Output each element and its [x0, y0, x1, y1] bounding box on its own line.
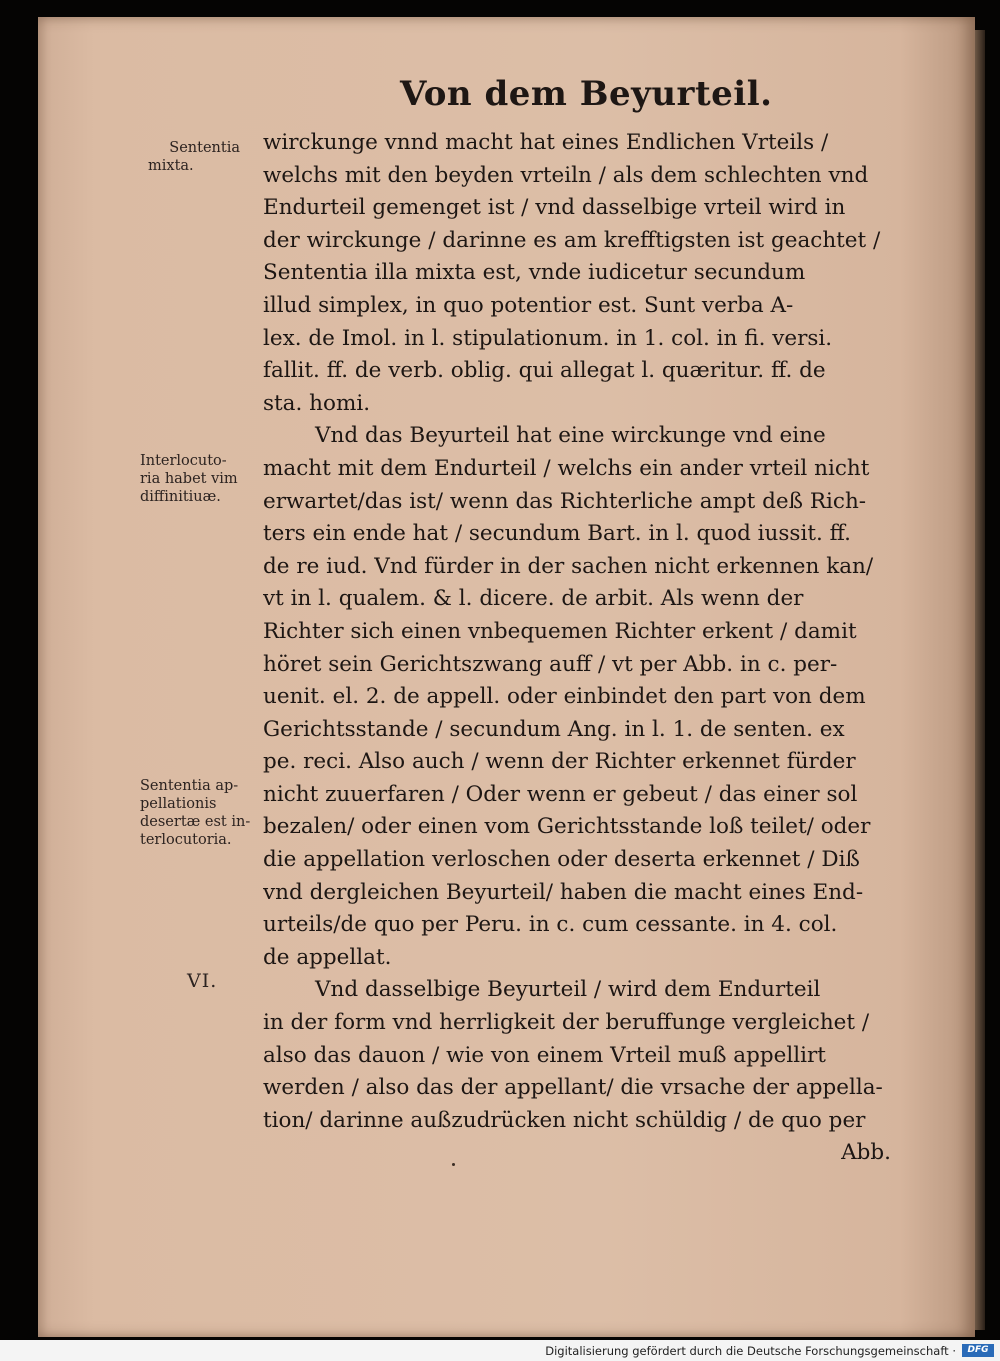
margin-note-sententia-appellationis	[140, 777, 250, 849]
margin-note-line: ria habet vim	[140, 471, 238, 487]
text-line: der wirckunge / darinne es am krefftigsten ist geachtet /	[263, 227, 881, 253]
margin-note-line: Sententia ap-	[140, 778, 239, 794]
catchword: Abb.	[841, 1140, 891, 1166]
funding-credit: Digitalisierung gefördert durch die Deutsche Forschungsgemeinschaft ·	[545, 1344, 956, 1358]
text-line: ters ein ende hat / secundum Bart. in l. quod iussit. ff.	[263, 521, 851, 547]
text-line: Sententia illa mixta est, vnde iudicetur secundum	[263, 260, 806, 286]
text-line: wirckunge vnnd macht hat eines Endlichen Vrteils /	[263, 130, 829, 155]
text-line: urteils/de quo per Peru. in c. cum cessante. in 4. col.	[263, 912, 838, 938]
text-line: sta. homi.	[263, 390, 371, 416]
footer-bar	[0, 1340, 1000, 1361]
margin-note-line: Interlocuto-	[140, 453, 227, 469]
dfg-logo-icon: DFG	[962, 1344, 994, 1357]
text-line: lex. de Imol. in l. stipulationum. in 1. col. in fi. versi.	[263, 325, 833, 351]
text-line: werden / also das der appellant/ die vrsache der appella-	[263, 1075, 883, 1101]
margin-note-line: mixta.	[148, 158, 194, 174]
text-line: nicht zuuerfaren / Oder wenn er gebeut / das einer sol	[263, 781, 858, 807]
margin-note-line: terlocutoria.	[140, 832, 232, 848]
text-line: höret sein Gerichtszwang auff / vt per Abb. in c. per-	[263, 651, 838, 677]
text-line: erwartet/das ist/ wenn das Richterliche ampt deß Rich-	[263, 488, 867, 514]
body-text	[263, 127, 891, 1170]
text-line: tion/ darinne außzudrücken nicht schüldig / de quo per	[263, 1107, 866, 1133]
margin-note-line: diffinitiuæ.	[140, 489, 221, 505]
text-line: macht mit dem Endurteil / welchs ein ander vrteil nicht	[263, 455, 870, 481]
text-line: in der form vnd herrligkeit der beruffunge vergleichet /	[263, 1010, 870, 1036]
text-line: Richter sich einen vnbequemen Richter erkent / damit	[263, 618, 857, 644]
text-line: uenit. el. 2. de appell. oder einbindet den part von dem	[263, 684, 866, 710]
margin-note-interlocutoria	[140, 452, 238, 506]
text-line: Vnd dasselbige Beyurteil / wird dem Endurteil	[315, 977, 821, 1003]
text-line: welchs mit den beyden vrteiln / als dem schlechten vnd	[263, 162, 869, 188]
text-line: de re iud. Vnd fürder in der sachen nicht erkennen kan/	[263, 553, 874, 579]
margin-note-line: pellationis	[140, 796, 217, 812]
ink-speck	[452, 1163, 455, 1166]
text-line: die appellation verloschen oder deserta erkennet / Diß	[263, 847, 860, 873]
margin-note-sententia-mixta	[148, 139, 240, 175]
text-line: vt in l. qualem. & l. dicere. de arbit. Als wenn der	[263, 586, 804, 612]
section-number: VI.	[187, 970, 218, 992]
text-line: bezalen/ oder einen vom Gerichtsstande loß teilet/ oder	[263, 814, 871, 840]
text-line: pe. reci. Also auch / wenn der Richter erkennet fürder	[263, 749, 856, 775]
margin-note-line: Sententia	[169, 140, 240, 156]
text-line: vnd dergleichen Beyurteil/ haben die macht eines End-	[263, 879, 864, 905]
text-line: de appellat.	[263, 944, 392, 970]
text-line: also das dauon / wie von einem Vrteil muß appellirt	[263, 1042, 826, 1068]
margin-note-line: desertæ est in-	[140, 814, 251, 830]
running-head: Von dem Beyurteil.	[400, 74, 773, 114]
text-line: Endurteil gemenget ist / vnd dasselbige vrteil wird in	[263, 195, 846, 221]
text-line: Gerichtsstande / secundum Ang. in l. 1. de senten. ex	[263, 716, 845, 742]
text-line: illud simplex, in quo potentior est. Sunt verba A-	[263, 292, 794, 318]
text-line: Vnd das Beyurteil hat eine wirckunge vnd eine	[315, 423, 826, 449]
text-line: fallit. ff. de verb. oblig. qui allegat l. quæritur. ff. de	[263, 358, 826, 384]
page-edge	[975, 30, 985, 1330]
